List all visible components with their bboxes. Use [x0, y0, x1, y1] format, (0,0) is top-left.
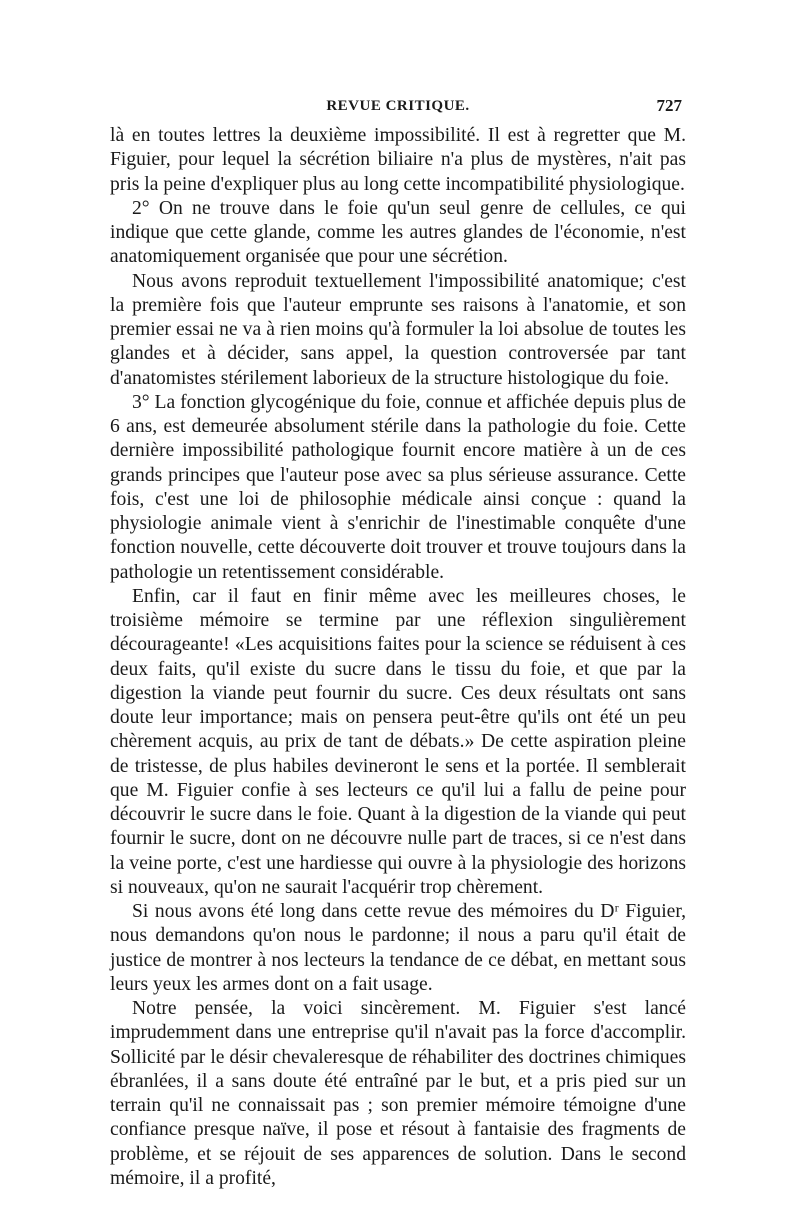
- running-title: REVUE CRITIQUE.: [326, 98, 470, 114]
- paragraph: Notre pensée, la voici sincèrement. M. Figuier s'est lancé imprudemment dans une entreprise qu'il n'avait pas la force d'accomplir. Sollicité par le désir chevaleresque de réhabiliter des doctrines chimiques ébranlées, il a sans doute été entraîné par le but, et a pris pied sur un terrain qu'il ne connaissait pas ; son premier mémoire témoigne d'une confiance presque naïve, il pose et résout à fantaisie des fragments de problème, et se réjouit de ses apparences de solution. Dans le second mémoire, il a profité,: [110, 998, 686, 1189]
- paragraph: Si nous avons été long dans cette revue des mémoires du Dʳ Figuier, nous demandons qu'on nous le pardonne; il nous a paru qu'il était de justice de montrer à nos lecteurs la tendance de ce débat, en mettant sous leurs yeux les armes dont on a fait usage.: [110, 901, 686, 995]
- book-page: [110, 94, 686, 1191]
- paragraph: 2° On ne trouve dans le foie qu'un seul genre de cellules, ce qui indique que cette glande, comme les autres glandes de l'économie, n'est anatomiquement organisée que pour une sécrétion.: [110, 197, 686, 268]
- running-head: [110, 94, 686, 124]
- page-number: 727: [656, 96, 682, 115]
- paragraph: Nous avons reproduit textuellement l'impossibilité anatomique; c'est la première fois que l'auteur emprunte ses raisons à l'anatomie, et son premier essai ne va à rien moins qu'à formuler la loi absolue de toutes les glandes et à décider, sans appel, la question controversée par tant d'anatomistes stérilement laborieux de la structure histologique du foie.: [110, 270, 686, 389]
- paragraph: là en toutes lettres la deuxième impossibilité. Il est à regretter que M. Figuier, pour lequel la sécrétion biliaire n'a plus de mystères, n'ait pas pris la peine d'expliquer plus au long cette incompatibilité physiologique.: [110, 125, 686, 195]
- paragraph: Enfin, car il faut en finir même avec les meilleures choses, le troisième mémoire se termine par une réflexion singulièrement décourageante! «Les acquisitions faites pour la science se réduisent à ces deux faits, qu'il existe du sucre dans le tissu du foie, et que par la digestion la viande peut fournir du sucre. Ces deux résultats ont sans doute leur importance; mais on pensera peut-être qu'ils ont été un peu chèrement acquis, au prix de tant de débats.» De cette aspiration pleine de tristesse, de plus habiles devineront le sens et la portée. Il semblerait que M. Figuier confie à ses lecteurs ce qu'il lui a fallu de peine pour découvrir le sucre dans le foie. Quant à la digestion de la viande qui peut fournir le sucre, dont on ne découvre nulle part de traces, si ce n'est dans la veine porte, c'est une hardiesse qui ouvre à la physiologie des horizons si nouveaux, qu'on ne saurait l'acquérir trop chèrement.: [110, 585, 686, 898]
- paragraph: 3° La fonction glycogénique du foie, connue et affichée depuis plus de 6 ans, est demeurée absolument stérile dans la pathologie du foie. Cette dernière impossibilité pathologique fournit encore matière à un de ces grands principes que l'auteur pose avec sa plus sérieuse assurance. Cette fois, c'est une loi de philosophie médicale ainsi conçue : quand la physiologie animale vient à s'enrichir de l'inestimable conquête d'une fonction nouvelle, cette découverte doit trouver et trouve toujours dans la pathologie un retentissement considérable.: [110, 391, 686, 583]
- body-text: [110, 124, 686, 1191]
